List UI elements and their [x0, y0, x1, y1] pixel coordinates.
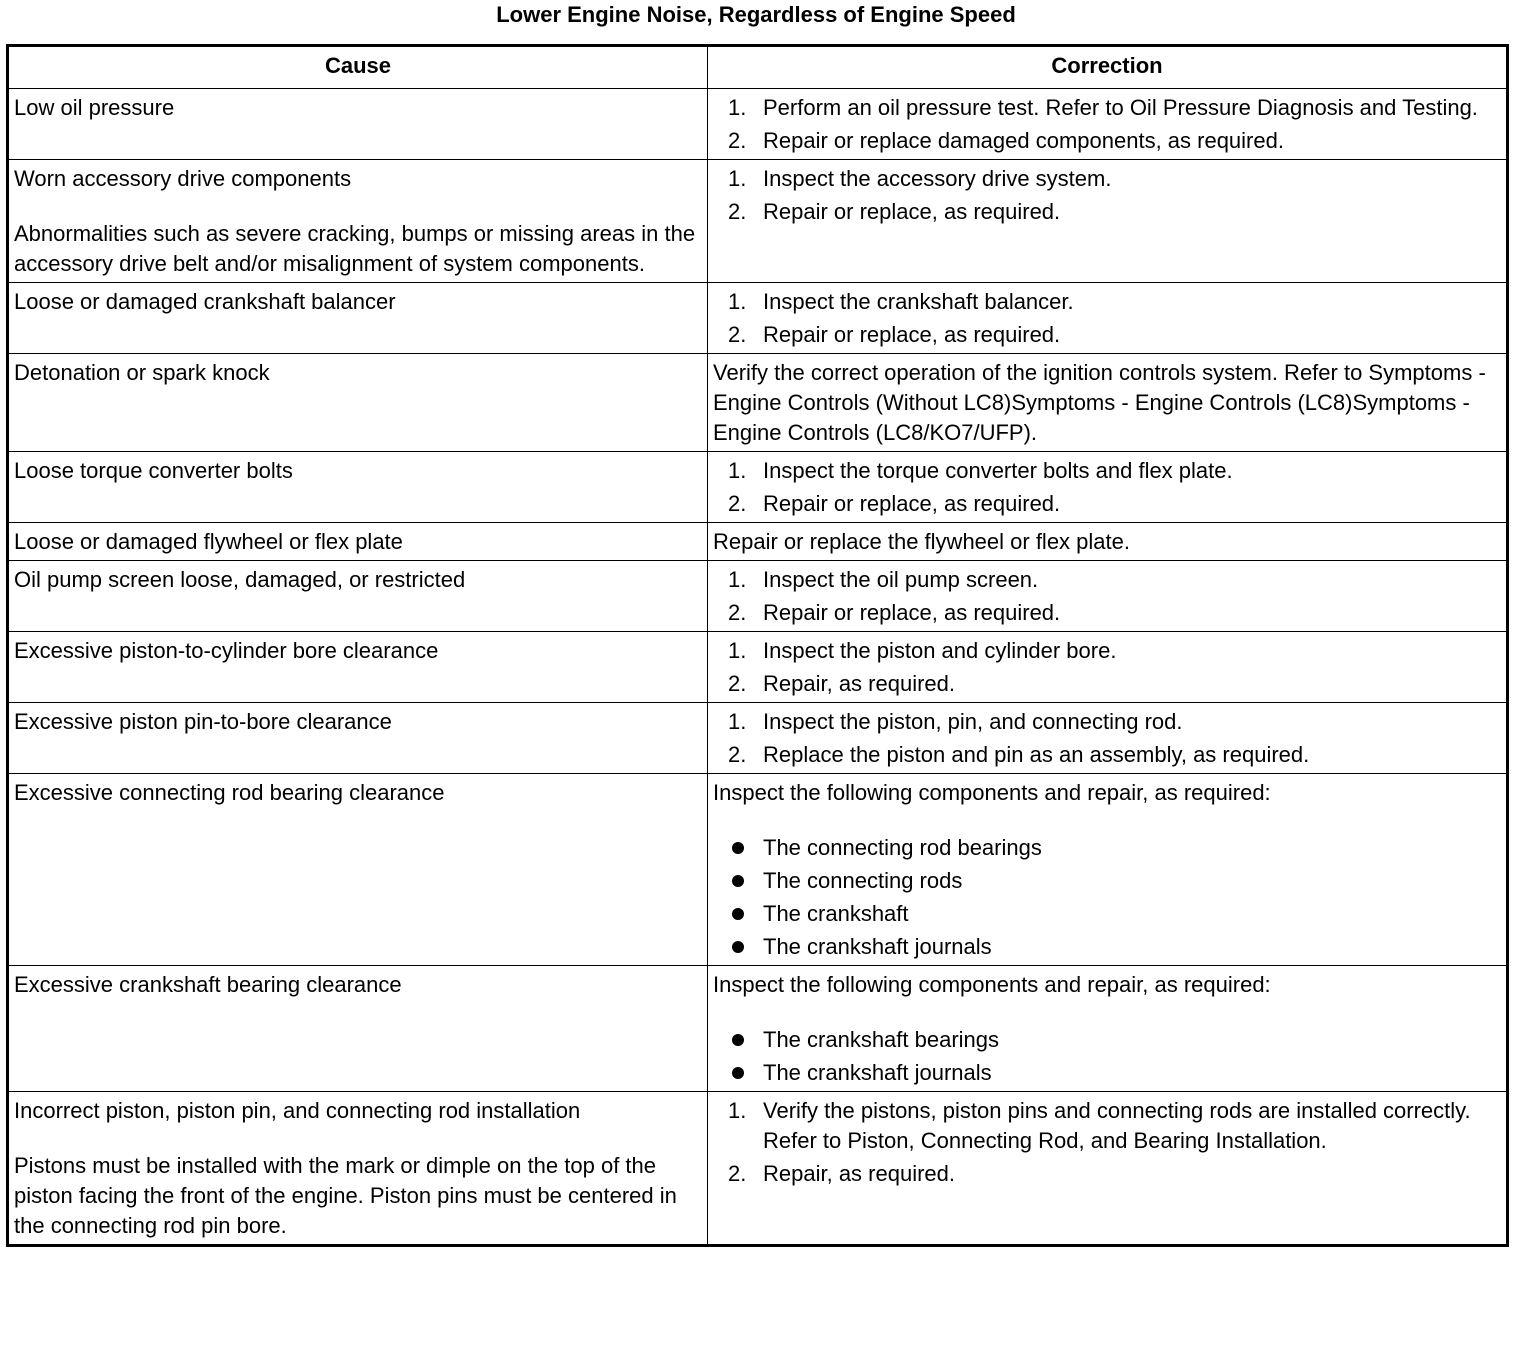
list-item: 1. Inspect the crankshaft balancer. [728, 289, 1074, 314]
list-item: The crankshaft journals [713, 932, 1501, 962]
cause-text: Excessive crankshaft bearing clearance [14, 972, 402, 997]
correction-cell [708, 1092, 1508, 1246]
correction-cell [708, 703, 1508, 774]
correction-cell [708, 523, 1508, 561]
list-item: 1. Inspect the oil pump screen. [728, 567, 1039, 592]
list-item: 1. Inspect the torque converter bolts and flex plate. [728, 458, 1233, 483]
correction-cell [708, 632, 1508, 703]
list-item: 1. Inspect the accessory drive system. [728, 166, 1112, 191]
correction-cell [708, 452, 1508, 523]
correction-steps [713, 287, 1501, 350]
cause-cell [8, 160, 708, 283]
correction-cell [708, 774, 1508, 966]
cause-cell [8, 966, 708, 1092]
cause-cell [8, 283, 708, 354]
column-header-correction: Correction [708, 46, 1508, 89]
cause-cell [8, 561, 708, 632]
correction-text: Repair or replace the flywheel or flex plate. [713, 529, 1130, 554]
list-item: The crankshaft bearings [713, 1025, 1501, 1055]
diagnosis-table [6, 44, 1509, 1247]
cause-text: Incorrect piston, piston pin, and connecting rod installation [14, 1098, 581, 1123]
correction-cell [708, 966, 1508, 1092]
cause-cell [8, 1092, 708, 1246]
cause-text: Detonation or spark knock [14, 360, 270, 385]
correction-cell [708, 160, 1508, 283]
correction-cell [708, 89, 1508, 160]
list-item: The connecting rod bearings [713, 833, 1501, 863]
correction-cell [708, 561, 1508, 632]
correction-cell [708, 354, 1508, 452]
table-row [8, 703, 1508, 774]
correction-text: Inspect the following components and repair, as required: [713, 972, 1271, 997]
cause-cell [8, 354, 708, 452]
table-row [8, 354, 1508, 452]
correction-steps [713, 93, 1501, 156]
cause-cell [8, 523, 708, 561]
table-row [8, 561, 1508, 632]
correction-steps [713, 565, 1501, 628]
bullet-icon [732, 842, 744, 854]
correction-steps [713, 456, 1501, 519]
bullet-icon [732, 1034, 744, 1046]
table-row [8, 283, 1508, 354]
correction-steps [713, 707, 1501, 770]
cause-note: Abnormalities such as severe cracking, bumps or missing areas in the accessory drive belt and/or misalignment of system components. [14, 221, 696, 276]
list-item: 2. Repair or replace, as required. [728, 600, 1061, 625]
list-item: 1. Perform an oil pressure test. Refer to Oil Pressure Diagnosis and Testing. [728, 95, 1478, 120]
cause-note: Pistons must be installed with the mark or dimple on the top of the piston facing the front of the engine. Piston pins must be centered in the connecting rod pin bore. [14, 1153, 677, 1238]
cause-cell [8, 89, 708, 160]
list-item: The crankshaft journals [713, 1058, 1501, 1088]
correction-steps [713, 164, 1501, 227]
cause-text: Loose torque converter bolts [14, 458, 293, 483]
table-row [8, 1092, 1508, 1246]
cause-text: Worn accessory drive components [14, 166, 352, 191]
table-row [8, 632, 1508, 703]
cause-text: Excessive piston-to-cylinder bore clearance [14, 638, 439, 663]
cause-cell [8, 452, 708, 523]
cause-text: Low oil pressure [14, 95, 175, 120]
correction-cell [708, 283, 1508, 354]
list-item: 2. Repair or replace damaged components, as required. [728, 128, 1284, 153]
cause-cell [8, 632, 708, 703]
table-row [8, 774, 1508, 966]
list-item: 2. Repair or replace, as required. [728, 199, 1061, 224]
list-item: 2. Repair, as required. [728, 1161, 955, 1186]
list-item: 1. Inspect the piston, pin, and connecting rod. [728, 709, 1183, 734]
cause-text: Oil pump screen loose, damaged, or restricted [14, 567, 466, 592]
column-header-cause: Cause [8, 46, 708, 89]
table-row [8, 966, 1508, 1092]
list-item: The connecting rods [713, 866, 1501, 896]
cause-text: Loose or damaged crankshaft balancer [14, 289, 396, 314]
list-item: 1. Verify the pistons, piston pins and connecting rods are installed correctly. Refer to Piston, Connecting Rod, and Bearing Installation. [728, 1098, 1471, 1153]
cause-text: Excessive piston pin-to-bore clearance [14, 709, 392, 734]
cause-text: Excessive connecting rod bearing clearance [14, 780, 445, 805]
list-item: 2. Repair, as required. [728, 671, 955, 696]
list-item: 2. Repair or replace, as required. [728, 322, 1061, 347]
page-title: Lower Engine Noise, Regardless of Engine Speed [496, 2, 1016, 27]
table-row [8, 89, 1508, 160]
table-row [8, 452, 1508, 523]
correction-text: Inspect the following components and repair, as required: [713, 780, 1271, 805]
table-header-row [8, 46, 1508, 89]
correction-bullets [713, 833, 1501, 962]
cause-cell [8, 774, 708, 966]
correction-text: Verify the correct operation of the ignition controls system. Refer to Symptoms - Engine Controls (Without LC8)Symptoms - Engine Controls (LC8)Symptoms - Engine Controls (LC8/KO7/UFP). [713, 360, 1486, 445]
table-row [8, 160, 1508, 283]
list-item: 2. Replace the piston and pin as an assembly, as required. [728, 742, 1310, 767]
bullet-icon [732, 1067, 744, 1079]
bullet-icon [732, 908, 744, 920]
cause-text: Loose or damaged flywheel or flex plate [14, 529, 403, 554]
correction-bullets [713, 1025, 1501, 1088]
list-item: 1. Inspect the piston and cylinder bore. [728, 638, 1117, 663]
table-row [8, 523, 1508, 561]
correction-steps [713, 1096, 1501, 1189]
bullet-icon [732, 875, 744, 887]
cause-cell [8, 703, 708, 774]
list-item: The crankshaft [713, 899, 1501, 929]
correction-steps [713, 636, 1501, 699]
bullet-icon [732, 941, 744, 953]
list-item: 2. Repair or replace, as required. [728, 491, 1061, 516]
